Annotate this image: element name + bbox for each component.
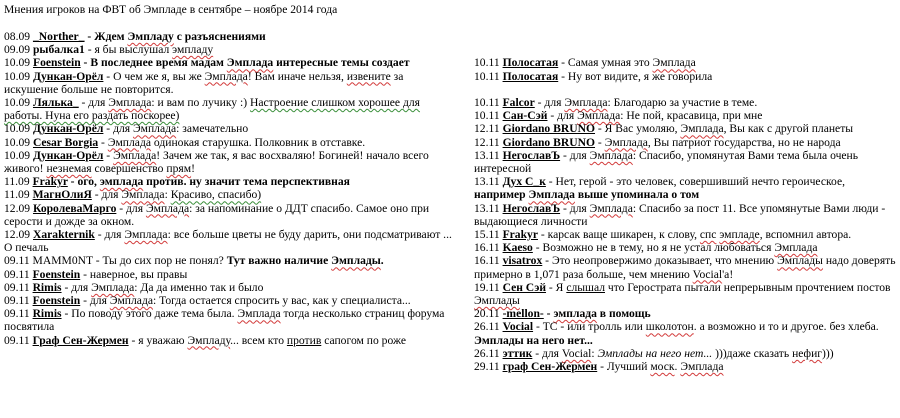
comment-text: 09.11 bbox=[4, 333, 33, 347]
comment-text: 10.09 bbox=[4, 148, 33, 162]
author-name: Rimis bbox=[32, 307, 62, 321]
comment-text: - для bbox=[80, 294, 110, 308]
comment-text: 26.11 bbox=[474, 320, 503, 334]
comment-text: : Не пой, красавица, при мне bbox=[620, 109, 763, 123]
comment-text: рыбалка1 bbox=[32, 43, 85, 57]
comment-text: . bbox=[674, 360, 681, 374]
comment-text: 10.09 bbox=[4, 96, 33, 110]
comment-text: - для bbox=[560, 148, 590, 162]
comment-text: прям bbox=[166, 162, 192, 176]
comment-text: против bbox=[286, 333, 322, 347]
comment-text: с разъяснениями bbox=[173, 30, 266, 43]
comment-text: - для bbox=[103, 122, 133, 136]
author-name: visatrox bbox=[502, 254, 543, 268]
comment-entry bbox=[474, 320, 898, 346]
comment-text: ))) bbox=[822, 346, 834, 360]
author-name: Falcor bbox=[502, 95, 535, 109]
comment-text: 16.11 bbox=[474, 241, 503, 255]
comment-text: одинокая старушка. Полковник в отставке. bbox=[150, 135, 366, 149]
author-name: Xarakternik bbox=[32, 228, 95, 242]
comment-entry bbox=[4, 254, 456, 267]
comment-text: надо доверять примерно в 1,071 раза больше, чем мнению bbox=[474, 254, 896, 281]
comment-text: Эмплада bbox=[589, 148, 633, 162]
comment-text: Красиво, спасибо) bbox=[170, 188, 262, 202]
author-name: Frakyr bbox=[32, 175, 68, 189]
comment-entry bbox=[4, 136, 456, 149]
author-name: Cesar Borgia bbox=[32, 135, 99, 149]
comment-entry bbox=[4, 70, 456, 96]
comment-text: : Спасибо, упомянутая Вами тема была очень интересной bbox=[474, 148, 859, 175]
author-name: Дункан-Орёл bbox=[32, 69, 104, 83]
comment-text: - для bbox=[532, 346, 562, 360]
comment-text: 09.11 bbox=[4, 267, 33, 281]
comment-text: Эмплады bbox=[331, 254, 381, 268]
comment-text: Эмплады bbox=[777, 254, 823, 268]
comment-text: ... всем кто bbox=[230, 333, 287, 347]
comment-text: 15.11 bbox=[474, 228, 503, 241]
comment-text: - Ну вот видите, я же говорила bbox=[558, 69, 713, 83]
comment-text: моск bbox=[650, 360, 675, 374]
comment-text: 10.11 bbox=[474, 95, 503, 109]
comment-entry bbox=[474, 281, 898, 307]
comment-entry bbox=[474, 122, 898, 135]
comment-text: например bbox=[474, 188, 529, 202]
comment-text: - Самая умная это bbox=[558, 56, 653, 70]
comment-text: 10.09 bbox=[4, 135, 33, 149]
comment-entry bbox=[4, 281, 456, 294]
comment-entry bbox=[474, 241, 898, 254]
comment-text: выше упоминала о том bbox=[574, 188, 700, 202]
comment-text: Настроение слишком хорошее для работы. Нуна его раздать поскорее) bbox=[4, 96, 420, 123]
comment-text: : bbox=[164, 188, 171, 202]
author-name: Vocial bbox=[502, 320, 534, 334]
comment-text: Эмплада bbox=[145, 201, 190, 215]
comment-text: 10.11 bbox=[474, 56, 503, 70]
author-name: граф Сен-Жермен bbox=[502, 360, 598, 374]
comment-text: интересные темы создает bbox=[273, 56, 410, 70]
author-name: НегославЪ bbox=[502, 148, 561, 162]
comment-text: 10.09 bbox=[4, 69, 33, 83]
comment-text: - для bbox=[78, 96, 109, 110]
comment-text: - О чем же я, вы же bbox=[103, 69, 205, 83]
comment-entry bbox=[4, 43, 456, 56]
comment-text: за искушение больше не повторится. bbox=[4, 69, 404, 96]
comment-text: 10.11 bbox=[474, 109, 503, 123]
comment-text: Эмплада bbox=[204, 69, 248, 83]
comment-entry bbox=[474, 175, 898, 201]
author-name: Kaeso bbox=[502, 241, 533, 255]
comment-text: - для bbox=[534, 95, 565, 109]
comment-text: Эмпладу bbox=[127, 30, 174, 43]
author-name: Сен Сэй bbox=[502, 280, 547, 294]
comment-text: Vocial bbox=[561, 346, 592, 360]
comment-entry bbox=[474, 307, 898, 320]
comment-text: Эмплада bbox=[604, 135, 648, 149]
comment-text: 13.11 bbox=[474, 201, 503, 215]
comment-text: - для bbox=[560, 201, 590, 215]
comment-text: - bbox=[98, 135, 108, 149]
author-name: Сан-Сэй bbox=[502, 109, 548, 123]
comment-text: 29.11 bbox=[474, 360, 503, 374]
comment-text: 09.11 bbox=[4, 294, 33, 308]
comment-text: совершенство bbox=[91, 162, 167, 176]
comment-text: Эмплада bbox=[528, 188, 575, 202]
author-name: Граф Сен-Жермен bbox=[32, 333, 129, 347]
comment-text: : за напоминание о ДДТ спасибо. Самое оно при серости и дожде за окном. bbox=[4, 201, 430, 228]
comment-text: 20.11 bbox=[474, 307, 503, 321]
comment-text: 26.11 bbox=[474, 346, 503, 360]
comment-text: Эмплады на него нет... bbox=[597, 346, 713, 360]
comment-text: - Я Вас умоляю, bbox=[595, 122, 681, 136]
comment-text: 10.09 bbox=[4, 122, 33, 136]
author-name: Дункан-Орёл bbox=[32, 122, 104, 136]
comment-text: - bbox=[595, 135, 605, 149]
comment-text: Эмплада bbox=[91, 280, 135, 294]
comment-text: Vocial bbox=[692, 267, 723, 281]
comment-text: : Тогда остается спросить у вас, как у специалиста... bbox=[152, 294, 411, 308]
comment-text: 09.11 MAMM0NT - Ты до сих пор не понял? bbox=[4, 254, 227, 268]
comment-text: - Ждем bbox=[84, 30, 128, 43]
comment-text: - наверное, вы правы bbox=[80, 267, 188, 281]
comment-text: - карсак ваще шикарен, к слову, bbox=[537, 228, 700, 241]
comment-entry bbox=[4, 30, 456, 43]
comment-entry bbox=[474, 136, 898, 149]
comment-text: , вспомнил автора. bbox=[759, 228, 852, 241]
comment-text: Эмпладу bbox=[187, 333, 231, 347]
comment-entry bbox=[474, 96, 898, 109]
comment-text: : все больше цветы не буду дарить, они подсматривают ... О печаль bbox=[4, 228, 452, 255]
comment-text: - bbox=[543, 307, 554, 321]
comment-text: Тут важно наличие bbox=[226, 254, 332, 268]
right-column bbox=[474, 30, 898, 373]
comment-entry bbox=[4, 122, 456, 135]
comment-entry bbox=[4, 334, 456, 347]
comment-text: Эмплада bbox=[113, 148, 157, 162]
comment-text: - я бы выслушал bbox=[84, 43, 173, 57]
comment-text: 12.11 bbox=[474, 122, 503, 136]
comment-entry bbox=[4, 56, 456, 69]
comment-text: - Это неопровержимо доказывает, что мнению bbox=[542, 254, 778, 268]
comment-text: в помощь bbox=[596, 307, 651, 321]
comment-text: Эмплада bbox=[564, 95, 608, 109]
comment-text: 12.11 bbox=[474, 135, 503, 149]
comment-text: слышал bbox=[566, 280, 605, 294]
author-name: МагнОлиЯ bbox=[32, 188, 92, 202]
comment-text: 10.11 bbox=[474, 69, 503, 83]
comment-text: Эмплада bbox=[132, 122, 177, 136]
comment-text: 11.09 bbox=[4, 188, 33, 202]
comment-text: . а возможно и то и другое. без хлеба. bbox=[693, 320, 879, 334]
comment-text: нефиг bbox=[792, 346, 823, 360]
comment-text: Эмплада bbox=[774, 241, 818, 255]
author-name: Giordano BRUNO bbox=[502, 135, 596, 149]
comment-text: - bbox=[103, 148, 114, 162]
comment-text: ! Зачем же так, я вас восхваляю! Богиней! начало всего живого! bbox=[4, 148, 429, 176]
comment-text: Эмплада bbox=[108, 96, 152, 110]
author-name: -mellon- bbox=[502, 307, 544, 321]
comment-text: эмпладе bbox=[719, 228, 760, 241]
comment-text: Эмплада bbox=[680, 122, 724, 136]
comment-text: - для bbox=[547, 109, 578, 123]
page-title: Мнения игроков на ФВТ об Эмпладе в сентябре – ноябре 2014 года bbox=[4, 3, 338, 16]
comment-entry bbox=[4, 294, 456, 307]
comment-text: Эмплады на него нет... bbox=[474, 333, 593, 347]
comment-text: . bbox=[380, 254, 384, 268]
comment-text: 09.09 bbox=[4, 43, 33, 57]
comment-text: - я уважаю bbox=[128, 333, 188, 347]
comment-text: 11.09 bbox=[4, 175, 33, 189]
comment-text: эмпладу bbox=[172, 43, 214, 57]
author-name: Полосатая bbox=[502, 69, 559, 83]
comment-text: 09.11 bbox=[4, 280, 33, 294]
comment-text: тогда несколько страниц форума посвятила bbox=[4, 307, 445, 334]
author-name: Foenstein bbox=[32, 294, 81, 308]
author-name: Rimis bbox=[32, 280, 62, 294]
comment-text: - для bbox=[61, 280, 92, 294]
author-name: _Norther_ bbox=[32, 30, 85, 43]
comment-text: что Герострата пытали непрерывным прочтением постов bbox=[605, 280, 891, 294]
comment-text: Эмплада bbox=[107, 135, 151, 149]
author-name: Дух С_к bbox=[502, 175, 546, 189]
comment-text: - Возможно не в тему, но я не устал любоваться bbox=[532, 241, 775, 255]
comment-text: - По поводу этого даже тема была. bbox=[61, 307, 238, 321]
comment-text: 12.09 bbox=[4, 228, 33, 242]
author-name: Дункан-Орёл bbox=[32, 148, 104, 162]
comment-entry bbox=[4, 96, 456, 122]
comment-text: 09.11 bbox=[4, 307, 33, 321]
spacer bbox=[474, 83, 898, 96]
comment-text: 13.11 bbox=[474, 148, 503, 162]
comment-text: Эмплада bbox=[589, 201, 633, 215]
comment-entry bbox=[474, 109, 898, 122]
comment-text: - для bbox=[116, 201, 146, 215]
comment-text: спс bbox=[699, 228, 717, 241]
author-name: Frakyr bbox=[502, 228, 538, 241]
comment-entry bbox=[474, 202, 898, 228]
comment-text: школотон bbox=[645, 320, 694, 334]
comment-text: 10.09 bbox=[4, 56, 33, 70]
comment-text: : Спасибо за пост 11. Все упомянутые Вами люди - выдающиеся личности bbox=[474, 201, 886, 228]
comment-text: )))даже сказать bbox=[712, 346, 793, 360]
author-name: Полосатая bbox=[502, 56, 559, 70]
comment-entry bbox=[474, 347, 898, 360]
comment-text: : bbox=[591, 346, 598, 360]
spacer bbox=[474, 30, 898, 43]
comment-text: 19.11 bbox=[474, 280, 503, 294]
comment-entry bbox=[4, 149, 456, 175]
comment-text: 12.09 bbox=[4, 201, 33, 215]
comment-text: - Я bbox=[546, 280, 567, 294]
author-name: Foenstein bbox=[32, 56, 81, 70]
comment-text: 08.09 bbox=[4, 30, 33, 43]
comment-text: Эмплады bbox=[474, 294, 520, 308]
comment-text: - ого, bbox=[67, 175, 100, 189]
spacer bbox=[474, 43, 898, 56]
comment-text: : Благодарю за участие в теме. bbox=[607, 95, 758, 109]
comment-text: Эмплада bbox=[226, 56, 274, 70]
comment-text: : и вам по лучику :) bbox=[151, 96, 250, 110]
comment-text: 16.11 bbox=[474, 254, 503, 268]
comment-text: незнемая bbox=[46, 162, 92, 176]
comment-text: эмплада bbox=[99, 175, 144, 189]
left-column bbox=[4, 30, 456, 347]
comment-text: сапогом по роже bbox=[321, 333, 406, 347]
author-name: НегославЪ bbox=[502, 201, 561, 215]
comment-entry bbox=[474, 228, 898, 241]
comment-text: - ТС - или тролль или bbox=[533, 320, 646, 334]
comment-text: - для bbox=[91, 188, 122, 202]
comment-text: эмплада bbox=[553, 307, 597, 321]
comment-entry bbox=[474, 70, 898, 83]
comment-text: Эмплада bbox=[577, 109, 621, 123]
comment-entry bbox=[474, 254, 898, 280]
comment-entry bbox=[4, 268, 456, 281]
author-name: Лялька_ bbox=[32, 96, 79, 110]
comment-entry bbox=[4, 228, 456, 254]
author-name: эттик bbox=[502, 346, 533, 360]
comment-entry bbox=[4, 175, 456, 188]
comment-text: Эмплада bbox=[652, 56, 696, 70]
author-name: Foenstein bbox=[32, 267, 81, 281]
comment-text: ! bbox=[191, 162, 195, 176]
comment-text: : замечательно bbox=[176, 122, 249, 136]
comment-entry bbox=[474, 56, 898, 69]
comment-text: 13.11 bbox=[474, 175, 503, 189]
author-name: КоролеваМарго bbox=[32, 201, 117, 215]
comment-text: ! Вам иначе нельзя, bbox=[247, 69, 347, 83]
comment-text: - В последнее время мадам bbox=[80, 56, 227, 70]
comment-text: против. ну значит тема перспективная bbox=[143, 175, 350, 189]
comment-entry bbox=[4, 202, 456, 228]
comment-text: , Вы патриот государства, но не народа bbox=[647, 135, 841, 149]
comment-text: - Нет, герой - это человек, совершивший нечто героическое, bbox=[545, 175, 846, 189]
comment-text: Эмплада bbox=[124, 228, 168, 242]
comment-text: - для bbox=[94, 228, 125, 242]
comment-entry bbox=[4, 188, 456, 201]
comment-text: Эмплада bbox=[680, 360, 724, 374]
comment-text: : Да да именно так и было bbox=[134, 280, 264, 294]
comment-entry bbox=[474, 360, 898, 373]
comment-text: , Вы как с другой планеты bbox=[723, 122, 854, 136]
comment-text: 'а! bbox=[722, 267, 734, 281]
comment-text: Эмплада bbox=[109, 294, 153, 308]
comment-text: Эмплада bbox=[121, 188, 165, 202]
comment-text: извените bbox=[346, 69, 391, 83]
comment-entry bbox=[474, 149, 898, 175]
author-name: Giordano BRUNO bbox=[502, 122, 596, 136]
comment-text: Эмплада bbox=[237, 307, 281, 321]
comment-entry bbox=[4, 307, 456, 333]
comment-text: - Лучший bbox=[597, 360, 651, 374]
